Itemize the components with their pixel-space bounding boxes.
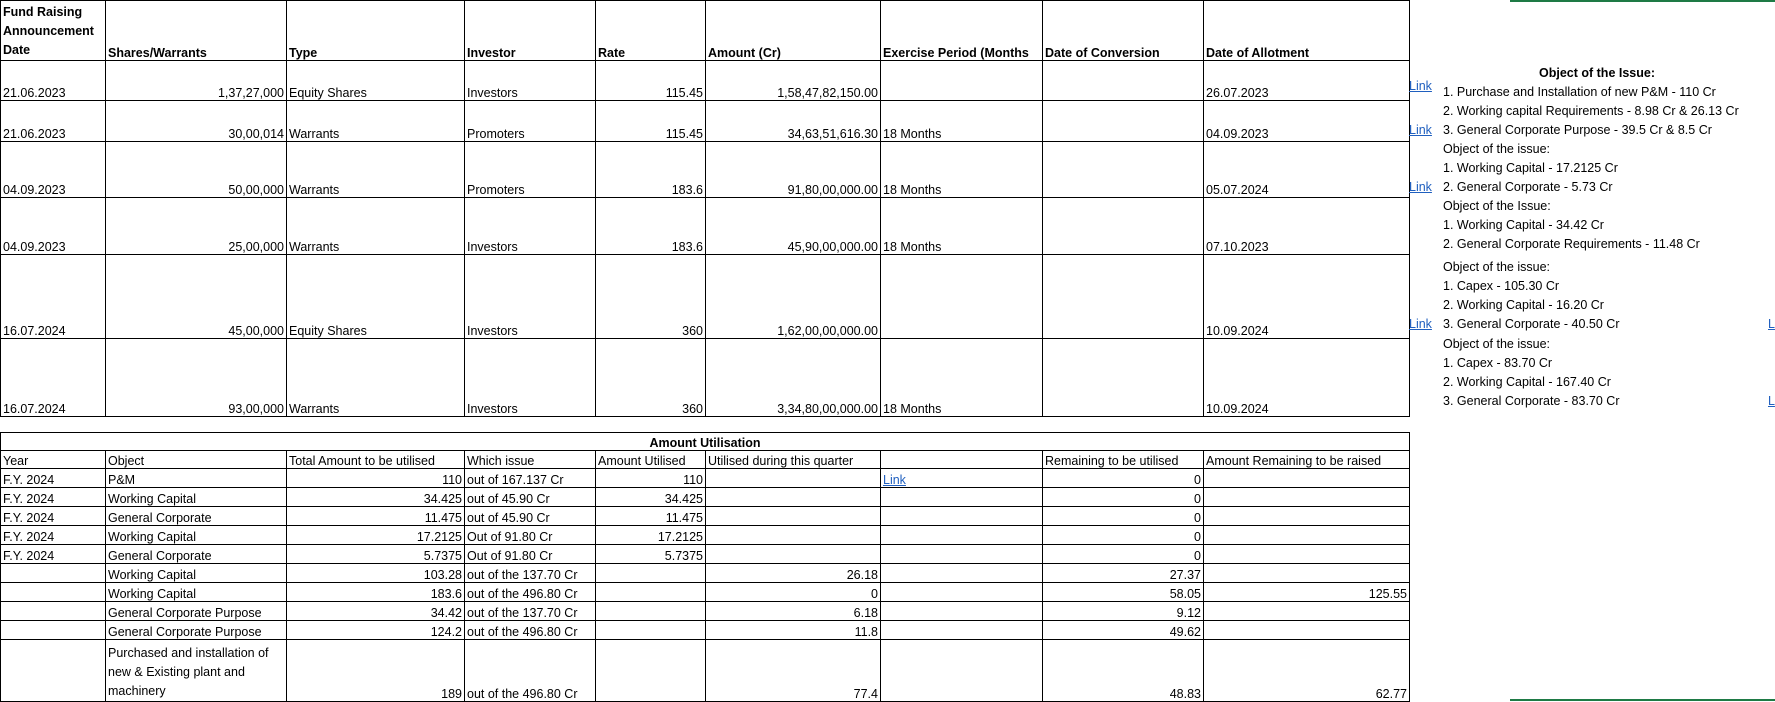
cell-exercise: 18 Months (881, 339, 1043, 417)
table-row (1, 545, 1410, 564)
cell-allotment: 26.07.2023 (1204, 61, 1410, 101)
cell-utilised (596, 583, 706, 602)
header-remaining: Remaining to be utilised (1043, 451, 1204, 469)
link[interactable]: Link (1409, 79, 1432, 93)
cell-object: P&M (106, 469, 287, 488)
header-shares: Shares/Warrants (106, 1, 287, 61)
cell-total: 103.28 (287, 564, 465, 583)
green-divider (1510, 699, 1775, 701)
link[interactable]: L (1768, 394, 1775, 408)
cell-to-raise (1204, 545, 1410, 564)
cell-quarter: 6.18 (706, 602, 881, 621)
cell-total: 11.475 (287, 507, 465, 526)
object-title: Object of the issue: (1443, 260, 1551, 274)
cell-blank (881, 545, 1043, 564)
cell-year: F.Y. 2024 (1, 507, 106, 526)
object-line: 2. Working capital Requirements - 8.98 Cr & 26.13 Cr (1443, 104, 1739, 118)
cell-total: 34.42 (287, 602, 465, 621)
object-line: 2. General Corporate Requirements - 11.48 Cr (1443, 237, 1700, 251)
object-line: 1. Capex - 105.30 Cr (1443, 279, 1560, 293)
cell-issue: Out of 91.80 Cr (465, 526, 596, 545)
cell-remaining: 49.62 (1043, 621, 1204, 640)
cell-quarter (706, 507, 881, 526)
header-allotment: Date of Allotment (1204, 1, 1410, 61)
cell-object: Working Capital (106, 564, 287, 583)
cell-investor: Investors (465, 61, 596, 101)
cell-remaining: 9.12 (1043, 602, 1204, 621)
cell-utilised: 110 (596, 469, 706, 488)
cell-year: F.Y. 2024 (1, 545, 106, 564)
object-line: 3. General Corporate - 40.50 Cr (1443, 317, 1620, 331)
object-title: Object of the issue: (1443, 142, 1551, 156)
cell-date: 16.07.2024 (1, 255, 106, 339)
utilisation-table (0, 432, 1410, 702)
cell-investor: Investors (465, 198, 596, 255)
cell-type: Warrants (287, 142, 465, 198)
cell-remaining: 0 (1043, 469, 1204, 488)
cell-issue: Out of 91.80 Cr (465, 545, 596, 564)
cell-quarter (706, 469, 881, 488)
cell-amount: 91,80,00,000.00 (706, 142, 881, 198)
header-investor: Investor (465, 1, 596, 61)
cell-type: Equity Shares (287, 61, 465, 101)
cell-utilised (596, 640, 706, 702)
cell-remaining: 0 (1043, 526, 1204, 545)
header-date-line: Fund Raising (3, 5, 83, 19)
cell-utilised: 5.7375 (596, 545, 706, 564)
cell-to-raise (1204, 564, 1410, 583)
cell-object: Working Capital (106, 488, 287, 507)
cell-year: F.Y. 2024 (1, 469, 106, 488)
cell-investor: Promoters (465, 142, 596, 198)
cell-issue: out of the 137.70 Cr (465, 564, 596, 583)
cell-total: 189 (287, 640, 465, 702)
link[interactable]: Link (883, 473, 906, 487)
cell-blank (881, 526, 1043, 545)
cell-to-raise: 62.77 (1204, 640, 1410, 702)
cell-to-raise (1204, 469, 1410, 488)
cell-allotment: 04.09.2023 (1204, 101, 1410, 142)
cell-quarter (706, 545, 881, 564)
cell-to-raise (1204, 507, 1410, 526)
header-year: Year (1, 451, 106, 469)
cell-remaining: 0 (1043, 507, 1204, 526)
cell-allotment: 10.09.2024 (1204, 255, 1410, 339)
cell-quarter: 77.4 (706, 640, 881, 702)
cell-amount: 1,58,47,82,150.00 (706, 61, 881, 101)
green-divider (1510, 0, 1775, 2)
header-rate: Rate (596, 1, 706, 61)
header-row (1, 451, 1410, 469)
link[interactable]: Link (1409, 317, 1432, 331)
cell-date: 21.06.2023 (1, 101, 106, 142)
object-line: 1. Purchase and Installation of new P&M - 110 Cr (1443, 85, 1716, 99)
title-row (1, 433, 1410, 451)
cell-to-raise (1204, 621, 1410, 640)
cell-year (1, 564, 106, 583)
cell-year (1, 583, 106, 602)
cell-object: General Corporate (106, 507, 287, 526)
cell-total: 5.7375 (287, 545, 465, 564)
cell-shares: 45,00,000 (106, 255, 287, 339)
cell-type: Warrants (287, 339, 465, 417)
link[interactable]: L (1768, 317, 1775, 331)
header-date-line: Announcement (3, 24, 94, 38)
cell-issue: out of the 137.70 Cr (465, 602, 596, 621)
cell-remaining: 0 (1043, 488, 1204, 507)
cell-shares: 93,00,000 (106, 339, 287, 417)
header-issue: Which issue (465, 451, 596, 469)
cell-quarter: 0 (706, 583, 881, 602)
header-to-raise: Amount Remaining to be raised (1204, 451, 1410, 469)
header-amount: Amount (Cr) (706, 1, 881, 61)
cell-link (881, 469, 1043, 488)
table-row (1, 526, 1410, 545)
utilisation-title: Amount Utilisation (1, 433, 1410, 451)
cell-blank (881, 583, 1043, 602)
cell-object: General Corporate (106, 545, 287, 564)
cell-remaining: 27.37 (1043, 564, 1204, 583)
cell-amount: 1,62,00,00,000.00 (706, 255, 881, 339)
cell-remaining: 58.05 (1043, 583, 1204, 602)
cell-issue: out of the 496.80 Cr (465, 583, 596, 602)
cell-utilised: 34.425 (596, 488, 706, 507)
cell-total: 17.2125 (287, 526, 465, 545)
object-line: 1. Capex - 83.70 Cr (1443, 356, 1553, 370)
link[interactable]: Link (1409, 180, 1432, 194)
cell-investor: Investors (465, 339, 596, 417)
cell-amount: 3,34,80,00,000.00 (706, 339, 881, 417)
table-row (1, 507, 1410, 526)
cell-utilised (596, 621, 706, 640)
cell-rate: 183.6 (596, 142, 706, 198)
object-title: Object of the Issue: (1443, 199, 1551, 213)
object-line: 2. General Corporate - 5.73 Cr (1443, 180, 1613, 194)
cell-to-raise (1204, 488, 1410, 507)
cell-amount: 34,63,51,616.30 (706, 101, 881, 142)
cell-total: 110 (287, 469, 465, 488)
cell-shares: 30,00,014 (106, 101, 287, 142)
object-title: Object of the Issue: (1539, 66, 1655, 80)
object-line: 1. Working Capital - 17.2125 Cr (1443, 161, 1618, 175)
object-title: Object of the issue: (1443, 337, 1551, 351)
cell-date: 04.09.2023 (1, 198, 106, 255)
link[interactable]: Link (1409, 123, 1432, 137)
cell-blank (881, 507, 1043, 526)
cell-year: F.Y. 2024 (1, 488, 106, 507)
cell-date: 21.06.2023 (1, 61, 106, 101)
cell-utilised (596, 564, 706, 583)
cell-shares: 50,00,000 (106, 142, 287, 198)
cell-year (1, 640, 106, 702)
cell-type: Warrants (287, 101, 465, 142)
cell-object: General Corporate Purpose (106, 602, 287, 621)
cell-issue: out of the 496.80 Cr (465, 640, 596, 702)
cell-quarter (706, 526, 881, 545)
table-row (1, 564, 1410, 583)
cell-issue: out of 45.90 Cr (465, 488, 596, 507)
cell-quarter: 26.18 (706, 564, 881, 583)
cell-remaining: 0 (1043, 545, 1204, 564)
cell-exercise: 18 Months (881, 198, 1043, 255)
header-type: Type (287, 1, 465, 61)
cell-blank (881, 602, 1043, 621)
cell-amount: 45,90,00,000.00 (706, 198, 881, 255)
header-total: Total Amount to be utilised (287, 451, 465, 469)
cell-date: 16.07.2024 (1, 339, 106, 417)
cell-to-raise (1204, 602, 1410, 621)
table-row (1, 640, 1410, 702)
header-quarter: Utilised during this quarter (706, 451, 881, 469)
cell-rate: 183.6 (596, 198, 706, 255)
cell-object: General Corporate Purpose (106, 621, 287, 640)
cell-utilised: 11.475 (596, 507, 706, 526)
cell-to-raise: 125.55 (1204, 583, 1410, 602)
cell-rate: 360 (596, 339, 706, 417)
cell-date: 04.09.2023 (1, 142, 106, 198)
cell-to-raise (1204, 526, 1410, 545)
cell-rate: 115.45 (596, 101, 706, 142)
cell-object: Working Capital (106, 526, 287, 545)
cell-utilised (596, 602, 706, 621)
cell-blank (881, 621, 1043, 640)
cell-quarter (706, 488, 881, 507)
table-row (1, 469, 1410, 488)
cell-investor: Investors (465, 255, 596, 339)
header-date-line: Date (3, 43, 31, 57)
cell-rate: 115.45 (596, 61, 706, 101)
header-object: Object (106, 451, 287, 469)
header-blank (881, 451, 1043, 469)
table-row (1, 488, 1410, 507)
table-row (1, 621, 1410, 640)
cell-type: Equity Shares (287, 255, 465, 339)
cell-remaining: 48.83 (1043, 640, 1204, 702)
cell-exercise: 18 Months (881, 101, 1043, 142)
object-line: 3. General Corporate Purpose - 39.5 Cr & 8.5 Cr (1443, 123, 1712, 137)
header-exercise: Exercise Period (Months (881, 1, 1043, 61)
cell-year (1, 602, 106, 621)
cell-utilised: 17.2125 (596, 526, 706, 545)
table-row (1, 602, 1410, 621)
cell-total: 183.6 (287, 583, 465, 602)
header-conversion: Date of Conversion (1043, 1, 1204, 61)
cell-rate: 360 (596, 255, 706, 339)
cell-year (1, 621, 106, 640)
cell-investor: Promoters (465, 101, 596, 142)
cell-issue: out of 167.137 Cr (465, 469, 596, 488)
cell-issue: out of 45.90 Cr (465, 507, 596, 526)
cell-blank (881, 564, 1043, 583)
cell-blank (881, 640, 1043, 702)
cell-shares: 1,37,27,000 (106, 61, 287, 101)
cell-object: Working Capital (106, 583, 287, 602)
object-line: 1. Working Capital - 34.42 Cr (1443, 218, 1604, 232)
object-line: 2. Working Capital - 167.40 Cr (1443, 375, 1611, 389)
cell-type: Warrants (287, 198, 465, 255)
table-row (1, 583, 1410, 602)
cell-year: F.Y. 2024 (1, 526, 106, 545)
cell-allotment: 05.07.2024 (1204, 142, 1410, 198)
object-line: 3. General Corporate - 83.70 Cr (1443, 394, 1620, 408)
cell-allotment: 10.09.2024 (1204, 339, 1410, 417)
header-utilised: Amount Utilised (596, 451, 706, 469)
cell-blank (881, 488, 1043, 507)
cell-quarter: 11.8 (706, 621, 881, 640)
object-line: 2. Working Capital - 16.20 Cr (1443, 298, 1604, 312)
cell-shares: 25,00,000 (106, 198, 287, 255)
cell-issue: out of the 496.80 Cr (465, 621, 596, 640)
cell-exercise: 18 Months (881, 142, 1043, 198)
cell-allotment: 07.10.2023 (1204, 198, 1410, 255)
cell-total: 34.425 (287, 488, 465, 507)
cell-object: Purchased and installation of new & Existing plant and machinery (106, 640, 287, 702)
cell-total: 124.2 (287, 621, 465, 640)
